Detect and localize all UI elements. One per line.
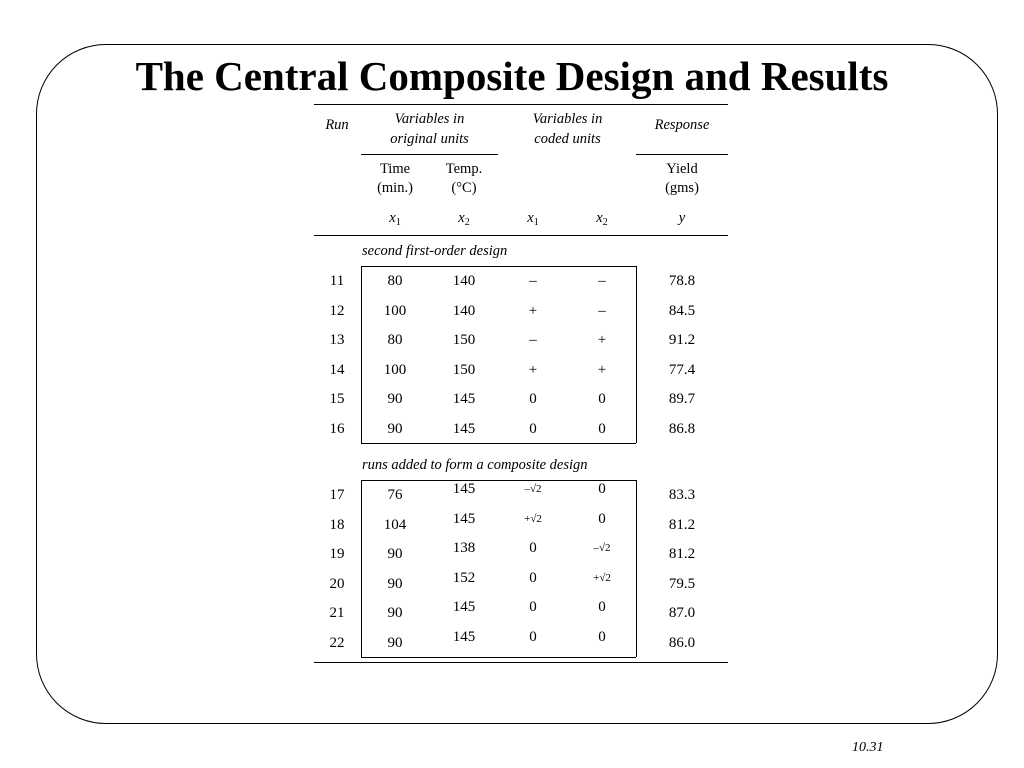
page-number: 10.31 xyxy=(852,740,884,755)
cell-time: 90 xyxy=(387,421,403,437)
symbol-coded-x2 xyxy=(568,211,636,230)
cell-yield: 77.4 xyxy=(668,361,696,378)
cell-run: 16 xyxy=(329,421,345,437)
group-label-first-order: second first-order design xyxy=(362,243,508,259)
cell-time: 100 xyxy=(383,302,407,319)
slide-title: The Central Composite Design and Results xyxy=(130,53,895,99)
cell-time: 100 xyxy=(383,361,407,378)
cell-coded-x1: –√2 xyxy=(524,483,542,495)
cell-run: 22 xyxy=(329,635,345,651)
cell-coded-x2: 0 xyxy=(598,481,606,497)
cell-coded-x1: + xyxy=(528,302,538,319)
cell-coded-x1: 0 xyxy=(529,599,537,616)
symbol-sub: 1 xyxy=(395,217,401,228)
cell-coded-x2: 0 xyxy=(598,391,606,408)
cell-coded-x2: + xyxy=(597,332,607,349)
cell-time: 90 xyxy=(387,605,403,622)
cell-yield: 84.5 xyxy=(668,302,696,319)
cell-yield: 86.8 xyxy=(668,421,696,437)
group2-box-bottom xyxy=(361,657,636,658)
header-coded-units-line1: Variables in xyxy=(532,111,603,127)
header-yield-line2: (gms) xyxy=(665,180,699,196)
cell-run: 17 xyxy=(329,487,345,503)
cell-yield: 87.0 xyxy=(668,605,696,622)
table-top-rule xyxy=(314,104,728,105)
symbol-time-x1 xyxy=(361,211,429,230)
cell-coded-x1: 0 xyxy=(529,391,537,408)
cell-coded-x1: 0 xyxy=(529,629,537,645)
cell-temp: 140 xyxy=(452,302,476,319)
cell-time: 80 xyxy=(387,332,403,349)
cell-time: 104 xyxy=(383,516,407,533)
cell-temp: 152 xyxy=(452,569,476,586)
table-bottom-rule xyxy=(314,662,728,663)
cell-coded-x1: +√2 xyxy=(524,512,542,525)
symbol-x: x xyxy=(389,210,396,226)
header-temp-line2: (°C) xyxy=(451,180,477,196)
symbol-sub: 1 xyxy=(533,217,539,228)
cell-yield: 81.2 xyxy=(668,546,696,563)
cell-temp: 140 xyxy=(452,273,476,289)
cell-temp: 145 xyxy=(452,629,476,645)
cell-time: 90 xyxy=(387,575,403,592)
cell-yield: 78.8 xyxy=(668,273,696,289)
header-original-units-line1: Variables in xyxy=(394,111,465,127)
symbol-sub: 2 xyxy=(602,217,608,228)
cell-temp: 145 xyxy=(452,481,476,497)
cell-coded-x2: 0 xyxy=(598,629,606,645)
cell-time: 90 xyxy=(387,635,403,651)
group1-box-top xyxy=(361,266,636,267)
symbol-x: x xyxy=(458,210,465,226)
cell-coded-x2: 0 xyxy=(598,599,606,616)
group-label-composite: runs added to form a composite design xyxy=(362,457,588,473)
header-time-line2: (min.) xyxy=(377,180,413,196)
cell-yield: 81.2 xyxy=(668,516,696,533)
symbol-temp-x2 xyxy=(430,211,498,230)
cell-coded-x1: 0 xyxy=(529,540,537,557)
header-bottom-rule xyxy=(314,235,728,236)
header-original-units-line2: original units xyxy=(390,131,469,147)
cell-time: 90 xyxy=(387,546,403,563)
group1-box-left xyxy=(361,266,362,443)
header-yield-line1: Yield xyxy=(666,161,698,177)
cell-coded-x2: – xyxy=(598,273,606,289)
cell-time: 76 xyxy=(387,487,403,503)
cell-run: 18 xyxy=(329,516,345,533)
group1-box-right xyxy=(636,266,637,443)
header-coded-units-line2: coded units xyxy=(534,131,601,147)
cell-temp: 145 xyxy=(452,391,476,408)
cell-coded-x2: +√2 xyxy=(593,571,611,584)
cell-run: 15 xyxy=(329,391,345,408)
group2-box-right xyxy=(636,480,637,657)
cell-coded-x1: 0 xyxy=(529,569,537,586)
cell-run: 19 xyxy=(329,546,345,563)
cell-yield: 86.0 xyxy=(668,635,696,651)
symbol-coded-x1 xyxy=(499,211,567,230)
header-time-line1: Time xyxy=(379,161,411,177)
cell-run: 13 xyxy=(329,332,345,349)
cell-temp: 145 xyxy=(452,510,476,527)
cell-coded-x1: 0 xyxy=(529,421,537,437)
cell-coded-x1: – xyxy=(529,273,537,289)
header-run: Run xyxy=(325,117,349,133)
cell-run: 14 xyxy=(329,361,345,378)
cell-temp: 150 xyxy=(452,361,476,378)
cell-time: 80 xyxy=(387,273,403,289)
cell-run: 12 xyxy=(329,302,345,319)
group2-box-left xyxy=(361,480,362,657)
cell-temp: 145 xyxy=(452,421,476,437)
original-units-underline xyxy=(361,154,498,155)
cell-yield: 89.7 xyxy=(668,391,696,408)
cell-run: 11 xyxy=(329,273,345,289)
cell-temp: 150 xyxy=(452,332,476,349)
response-underline xyxy=(636,154,728,155)
header-temp-line1: Temp. xyxy=(445,161,483,177)
header-response: Response xyxy=(654,117,710,133)
symbol-x: x xyxy=(596,210,603,226)
cell-yield: 79.5 xyxy=(668,575,696,592)
cell-coded-x1: – xyxy=(529,332,537,349)
cell-yield: 91.2 xyxy=(668,332,696,349)
cell-coded-x2: + xyxy=(597,361,607,378)
symbol-yield-y: y xyxy=(678,210,686,226)
cell-coded-x2: 0 xyxy=(598,421,606,437)
symbol-sub: 2 xyxy=(464,217,470,228)
cell-coded-x1: + xyxy=(528,361,538,378)
cell-run: 21 xyxy=(329,605,345,622)
cell-temp: 145 xyxy=(452,599,476,616)
group1-box-bottom xyxy=(361,443,636,444)
symbol-x: x xyxy=(527,210,534,226)
cell-coded-x2: 0 xyxy=(598,510,606,527)
cell-coded-x2: –√2 xyxy=(593,542,611,555)
cell-yield: 83.3 xyxy=(668,487,696,503)
cell-run: 20 xyxy=(329,575,345,592)
cell-coded-x2: – xyxy=(598,302,606,319)
cell-time: 90 xyxy=(387,391,403,408)
cell-temp: 138 xyxy=(452,540,476,557)
